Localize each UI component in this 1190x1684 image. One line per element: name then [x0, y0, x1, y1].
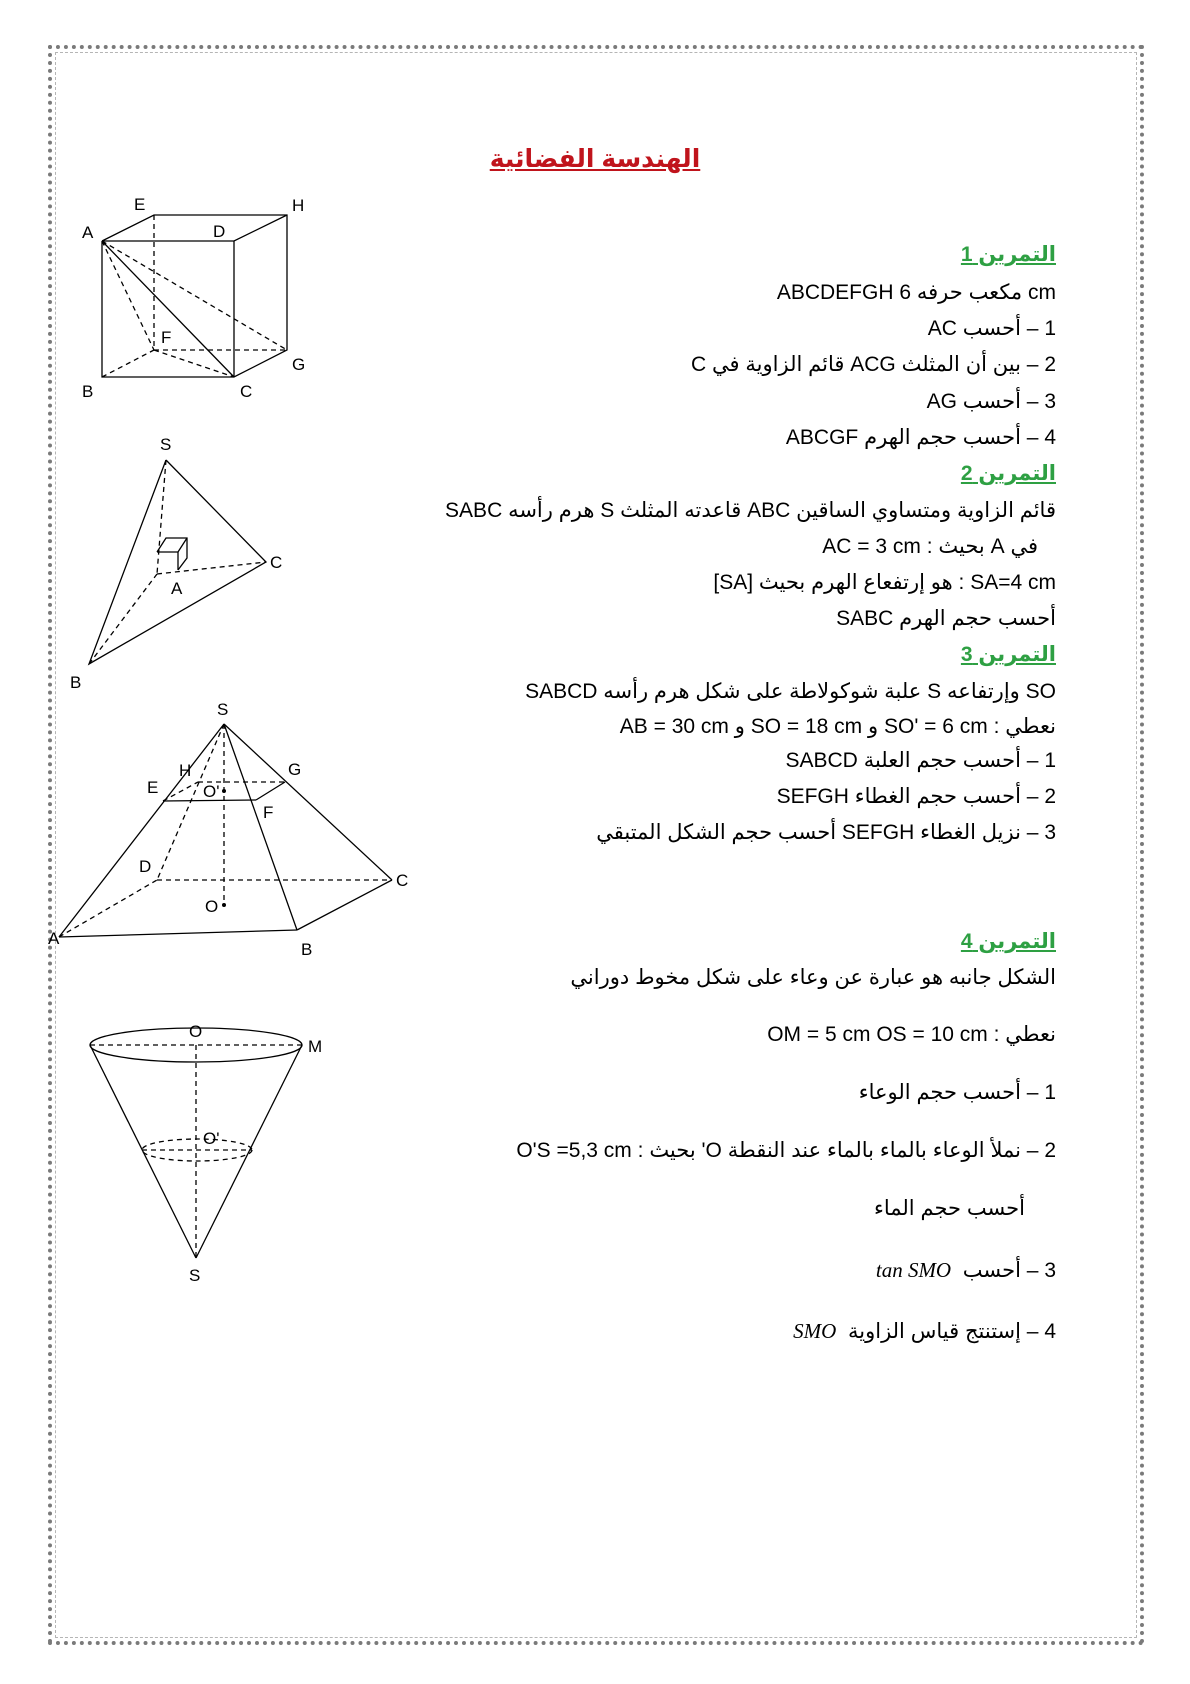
- exercise-1-line: ABCDEFGH مكعب حرفه 6 cm: [776, 281, 1056, 304]
- label-tetra-c: C: [270, 553, 283, 572]
- label-cube-c: C: [240, 382, 253, 401]
- label-pyr-s: S: [217, 700, 229, 719]
- exercise-1-line: 1 – أحسب AC: [927, 317, 1056, 340]
- cube-figure: [102, 215, 287, 377]
- label-pyr-d: D: [139, 857, 152, 876]
- exercise-4-line: الشكل جانبه هو عبارة عن وعاء على شكل مخوط دوراني: [570, 966, 1056, 989]
- label-tetra-s: S: [160, 435, 172, 454]
- exercise-2-line: SABC هرم رأسه S قاعدته المثلث ABC قائم الزاوية ومتساوي الساقين: [445, 499, 1056, 522]
- label-cube-h: H: [292, 196, 305, 215]
- label-cube-e: E: [134, 195, 146, 214]
- exercise-4-heading: التمرين 4: [960, 930, 1056, 953]
- label-pyr-g: G: [288, 760, 302, 779]
- exercise-3-line: SABCD علبة شوكولاطة على شكل هرم رأسه S وإرتفاعه SO: [525, 680, 1056, 703]
- label-cone-o-prime: O': [203, 1129, 220, 1148]
- label-pyr-f: F: [263, 803, 274, 822]
- cone-figure: [90, 1028, 302, 1258]
- math-expression: SMO: [793, 1319, 837, 1343]
- label-cone-m: M: [308, 1037, 323, 1056]
- exercise-1-line: 3 – أحسب AG: [926, 390, 1056, 413]
- exercise-2-heading: التمرين 2: [960, 462, 1056, 485]
- exercise-4-line: 2 – نملأ الوعاء بالماء بالماء عند النقطة O' بحيث : O'S =5,3 cm: [516, 1139, 1056, 1162]
- exercise-1-heading: التمرين 1: [960, 243, 1056, 266]
- exercise-4-line: نعطي : OM = 5 cm OS = 10 cm: [767, 1023, 1056, 1046]
- exercise-3-line: 2 – أحسب حجم الغطاء SEFGH: [776, 785, 1056, 808]
- pyramid-sabc-figure: [89, 460, 266, 664]
- label-cube-a: A: [82, 223, 94, 242]
- label-cube-b: B: [82, 382, 94, 401]
- exercise-4-line: أحسب حجم الماء: [874, 1197, 1025, 1220]
- label-tetra-b: B: [70, 673, 82, 692]
- exercise-2-line: أحسب حجم الهرم SABC: [836, 607, 1056, 630]
- label-cone-s: S: [189, 1266, 201, 1285]
- label-pyr-h: H: [179, 761, 192, 780]
- label-tetra-a: A: [171, 579, 183, 598]
- label-pyr-o-prime: O': [203, 782, 220, 801]
- exercise-4-line-text: 3 – أحسب: [962, 1259, 1056, 1282]
- label-cone-o: O: [189, 1022, 203, 1041]
- label-pyr-o: O: [205, 897, 219, 916]
- math-expression: tan SMO: [875, 1258, 952, 1282]
- exercise-4-line-text: 4 – إستنتج قياس الزاوية: [847, 1320, 1056, 1343]
- label-pyr-c: C: [396, 871, 409, 890]
- label-pyr-a: A: [48, 929, 60, 948]
- exercise-4-line: 1 – أحسب حجم الوعاء: [858, 1081, 1056, 1104]
- page-title: الهندسة الفضائية: [489, 145, 701, 173]
- label-cube-g: G: [292, 355, 306, 374]
- exercise-2-line: [SA] هو إرتفعاع الهرم بحيث : SA=4 cm: [713, 571, 1056, 594]
- exercise-3-heading: التمرين 3: [960, 643, 1056, 666]
- exercise-3-line: 3 – نزيل الغطاء SEFGH أحسب حجم الشكل المتبقي: [596, 821, 1056, 844]
- exercise-3-line: 1 – أحسب حجم العلبة SABCD: [785, 749, 1056, 772]
- exercise-1-line: 2 – بين أن المثلث ACG قائم الزاوية في C: [691, 353, 1056, 376]
- label-cube-f: F: [161, 328, 172, 347]
- label-pyr-e: E: [147, 778, 159, 797]
- exercise-2-line: في A بحيث : AC = 3 cm: [822, 535, 1038, 558]
- label-cube-d: D: [213, 222, 226, 241]
- exercise-3-line: نعطي : SO' = 6 cm و SO = 18 cm و AB = 30 cm: [619, 715, 1056, 738]
- exercise-1-line: 4 – أحسب حجم الهرم ABCGF: [785, 426, 1056, 449]
- label-pyr-b: B: [301, 940, 313, 959]
